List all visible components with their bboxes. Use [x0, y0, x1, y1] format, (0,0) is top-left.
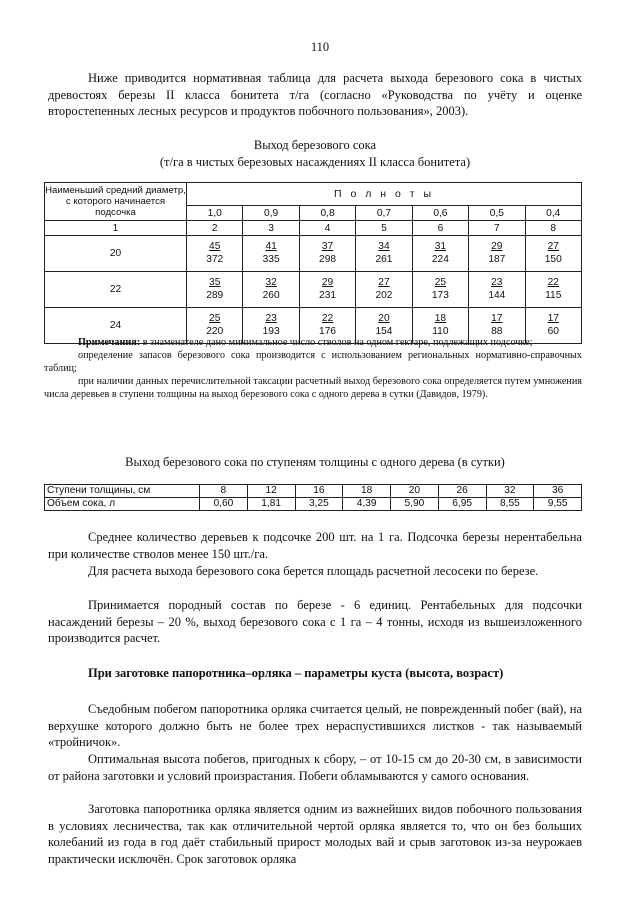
- table-cell: 36: [534, 485, 582, 498]
- paragraph-shoot-height: Оптимальная высота побегов, пригодных к сбору, – от 10-15 см до 20-30 см, в зависимости от района заготовки и условий произрастания. Побеги обламываются у самого основания.: [48, 752, 582, 783]
- table1-column-header: 0,7: [356, 206, 412, 221]
- table1-column-header: 0,5: [469, 206, 525, 221]
- fraction-bottom: 176: [319, 325, 337, 337]
- table-cell: 20: [391, 485, 439, 498]
- diameter-cell: 24: [45, 308, 187, 344]
- table1-subtitle: (т/га в чистых березовых насаждениях II класса бонитета): [159, 155, 471, 169]
- fraction-bottom: 154: [375, 325, 393, 337]
- fraction-top: 34: [378, 241, 390, 252]
- fraction-bottom: 224: [431, 253, 449, 265]
- sap-per-tree-table: [44, 484, 582, 511]
- table1-group-header: П о л н о т ы: [187, 183, 582, 206]
- table-cell: 12: [247, 485, 295, 498]
- table-row: [45, 272, 582, 308]
- fraction-top: 20: [378, 313, 390, 324]
- fraction-top: 29: [321, 277, 334, 288]
- fraction-bottom: 372: [206, 253, 224, 265]
- fraction-bottom: 173: [431, 289, 449, 301]
- row-label: Объем сока, л: [45, 498, 200, 511]
- table-cell: 18: [343, 485, 391, 498]
- table-row: [45, 236, 582, 272]
- fraction-top: 31: [434, 241, 447, 252]
- table-cell: 32: [486, 485, 534, 498]
- paragraph-composition: Принимается породный состав по березе - 6 единиц. Рентабельных для подсочки насаждений березы – 20 %, выход березового сока с 1 га – 4 тонны, исходя из вышеизложенного производится расчет.: [48, 598, 582, 646]
- table-cell: 1,81: [247, 498, 295, 511]
- table-cell: 9,55: [534, 498, 582, 511]
- table-cell: 6: [412, 221, 468, 236]
- sap-yield-table: [44, 182, 582, 344]
- fraction-top: 22: [547, 277, 559, 288]
- fraction-top: 37: [321, 241, 334, 252]
- table1-column-header: 0,6: [412, 206, 468, 221]
- fraction-top: 22: [321, 313, 334, 324]
- fraction-top: 25: [434, 277, 447, 288]
- paragraph-edible-shoot: Съедобным побегом папоротника орляка считается целый, не поврежденный побег (вай), на верхушке которого должно быть не более трех нераспустившихся листков - так называемый «тройничок».: [48, 702, 582, 750]
- fraction-bottom: 298: [319, 253, 337, 265]
- table-cell: 4: [299, 221, 355, 236]
- fraction-bottom: 335: [262, 253, 280, 265]
- fraction-bottom: 261: [375, 253, 393, 265]
- table-cell: 16: [295, 485, 343, 498]
- fraction-bottom: 110: [432, 325, 449, 337]
- fraction-bottom: 260: [262, 289, 280, 301]
- fraction-top: 27: [547, 241, 559, 252]
- fraction-top: 32: [265, 277, 277, 288]
- note-3: при наличии данных перечислительной таксации расчетный выход березового сока определяется путем умножения числа деревьев в ступени толщины на выход березового сока с одного дерева в сутки (Давидов, 1979).: [44, 376, 582, 400]
- table1-column-header: 0,4: [525, 206, 581, 221]
- table1-column-header: 1,0: [187, 206, 243, 221]
- fraction-top: 23: [265, 313, 277, 324]
- fraction-top: 29: [491, 241, 503, 252]
- paragraph-harvesting: Заготовка папоротника орляка является одним из важнейших видов побочного пользования в условиях лесничества, так как отличительной чертой орляка является то, что он без больших колебаний из года в год даёт стабильный прирост молодых вай и срыв заготовок из-за неурожаев практически исключён. Срок заготовок орляка: [48, 802, 582, 866]
- fraction-top: 27: [378, 277, 390, 288]
- fraction-bottom: 115: [545, 289, 562, 301]
- diameter-cell: 22: [45, 272, 187, 308]
- table-cell: 26: [438, 485, 486, 498]
- fraction-bottom: 193: [262, 325, 280, 337]
- intro-paragraph: Ниже приводится нормативная таблица для расчета выхода березового сока в чистых древостоях березы II класса бонитета т/га (согласно «Руководства по учёту и оценке второстепенных лесных ресурсов и продуктов побочного пользования», 2003).: [48, 71, 582, 119]
- table-cell: 3: [243, 221, 299, 236]
- table1-column-header: 0,8: [299, 206, 355, 221]
- diameter-cell: 20: [45, 236, 187, 272]
- table-cell: 0,60: [200, 498, 248, 511]
- note-1: в знаменателе дано минимальное число стволов на одном гектаре, подлежащих подсочке;: [142, 337, 533, 348]
- table2-title: Выход березового сока по ступеням толщины с одного дерева (в сутки): [125, 455, 505, 469]
- fraction-bottom: 220: [206, 325, 224, 337]
- table-cell: 3,25: [295, 498, 343, 511]
- table1-notes: [44, 336, 582, 401]
- table-cell: 5,90: [391, 498, 439, 511]
- fraction-bottom: 88: [491, 325, 503, 337]
- fraction-top: 45: [209, 241, 221, 252]
- fraction-top: 41: [265, 241, 277, 252]
- table1-index-row: [45, 221, 582, 236]
- table-cell: 5: [356, 221, 412, 236]
- fraction-bottom: 202: [375, 289, 393, 301]
- paragraph-area: Для расчета выхода березового сока берется площадь расчетной лесосеки по березе.: [88, 564, 539, 578]
- table-cell: 2: [187, 221, 243, 236]
- table1-column-header: 0,9: [243, 206, 299, 221]
- fraction-top: 18: [434, 313, 447, 324]
- notes-label: Примечания:: [78, 337, 141, 348]
- table-cell: 8,55: [486, 498, 534, 511]
- table-cell: 6,95: [438, 498, 486, 511]
- table-row: [45, 485, 582, 498]
- page-number: 110: [310, 40, 330, 54]
- table-cell: 1: [45, 221, 187, 236]
- table-cell: 4,39: [343, 498, 391, 511]
- fraction-bottom: 150: [544, 253, 562, 265]
- fraction-top: 25: [209, 313, 221, 324]
- fraction-bottom: 144: [488, 289, 506, 301]
- fraction-top: 35: [209, 277, 221, 288]
- table-row: [45, 498, 582, 511]
- table-cell: 8: [525, 221, 581, 236]
- section-heading: При заготовке папоротника–орляка – параметры куста (высота, возраст): [88, 666, 504, 680]
- fraction-bottom: 289: [206, 289, 224, 301]
- fraction-bottom: 187: [488, 253, 506, 265]
- fraction-top: 23: [491, 277, 503, 288]
- fraction-top: 17: [491, 313, 503, 324]
- row-label: Ступени толщины, см: [45, 485, 200, 498]
- table1-col0-header: Наименьший средний диаметр, с которого начинается подсочка: [45, 183, 187, 221]
- note-2: определение запасов березового сока производится с использованием региональных нормативно-справочных таблиц;: [44, 350, 582, 374]
- table-cell: 7: [469, 221, 525, 236]
- paragraph-trees-per-ha: Среднее количество деревьев к подсочке 200 шт. на 1 га. Подсочка березы нерентабельна при количестве стволов менее 150 шт./га.: [48, 530, 582, 561]
- table-cell: 8: [200, 485, 248, 498]
- fraction-top: 17: [547, 313, 559, 324]
- fraction-bottom: 60: [547, 325, 559, 337]
- table1-title: Выход березового сока: [253, 138, 377, 152]
- fraction-bottom: 231: [319, 289, 337, 301]
